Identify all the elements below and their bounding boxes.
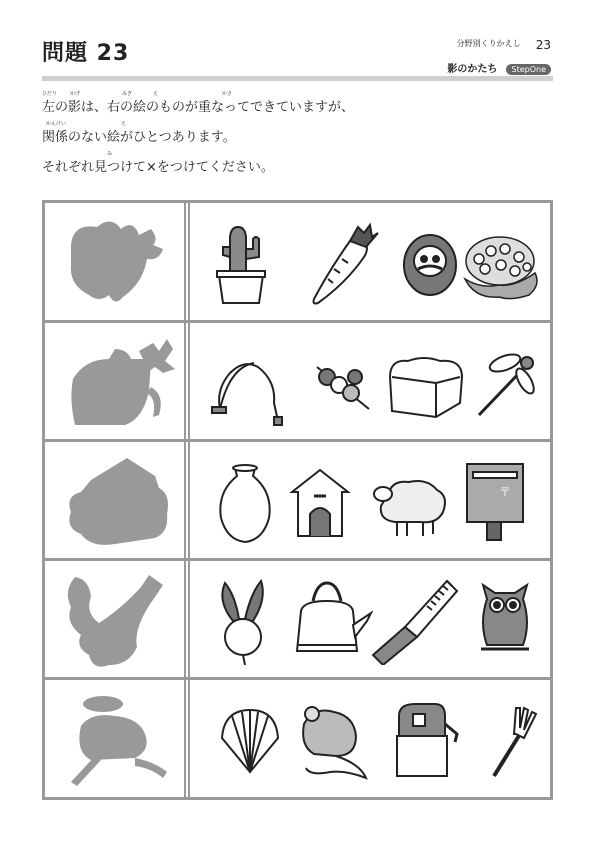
section-subtitle: 影のかたち — [447, 64, 498, 75]
shadow-house-sheep — [55, 448, 175, 553]
puzzle-row-5 — [45, 680, 550, 797]
instruction-line-2: 関係のない絵がひとつあります。 — [42, 130, 236, 145]
dango-icon[interactable] — [303, 337, 383, 427]
hydrangea-icon[interactable] — [455, 217, 545, 307]
ruby-kankei: かんけい — [46, 121, 67, 127]
brand-badge: StepOne — [506, 64, 551, 75]
ruby-hidari: ひだり — [42, 91, 58, 97]
bread-loaf-icon[interactable] — [380, 337, 470, 427]
instruction-line-3: それぞれ見つけて×をつけてください。 — [42, 160, 274, 175]
header-right — [447, 38, 551, 76]
page-title: 問題 23 — [42, 41, 130, 66]
shadow-cactus-radish — [55, 209, 175, 314]
radish-icon[interactable] — [300, 217, 380, 307]
shadow-mouse-fork — [55, 686, 175, 791]
jump-rope-icon[interactable] — [210, 337, 290, 427]
shadow-bag-dragonfly — [55, 329, 175, 434]
vase-icon[interactable] — [205, 456, 285, 546]
turnip-icon[interactable] — [205, 575, 285, 665]
series-label: 分野別くりかえし — [456, 39, 521, 48]
page-number: 23 — [535, 38, 551, 52]
puzzle-row-1 — [45, 203, 550, 320]
doghouse-icon[interactable] — [280, 456, 360, 546]
sheep-icon[interactable] — [363, 456, 453, 546]
mailbox-icon[interactable] — [455, 456, 535, 546]
header-rule — [42, 76, 553, 81]
svg-text:〒: 〒 — [499, 485, 512, 499]
saw-icon[interactable] — [365, 575, 460, 665]
pencil-sharpener-icon[interactable] — [385, 694, 465, 784]
ruby-mi: み — [107, 151, 113, 157]
instruction-line-1: 左の影は、右の絵のものが重なってできていますが、 — [42, 100, 355, 115]
puzzle-row-4 — [45, 561, 550, 678]
mouse-icon[interactable] — [290, 694, 370, 784]
puzzle-row-3 — [45, 442, 550, 559]
puzzle-row-2 — [45, 323, 550, 440]
ruby-migi: みぎ — [122, 91, 133, 97]
ruby-e2: え — [121, 121, 127, 127]
dragonfly-icon[interactable] — [465, 337, 545, 427]
ruby-e: え — [153, 91, 159, 97]
scallop-shell-icon[interactable] — [210, 694, 290, 784]
fork-icon[interactable] — [470, 694, 550, 784]
kettle-icon[interactable] — [283, 575, 373, 665]
puzzle-grid — [42, 200, 553, 800]
ruby-kasa: かさ — [222, 91, 233, 97]
shadow-radish-saw — [55, 567, 175, 672]
owl-icon[interactable] — [465, 575, 545, 665]
ruby-kage: かげ — [70, 91, 81, 97]
cactus-pot-icon[interactable] — [205, 217, 285, 307]
